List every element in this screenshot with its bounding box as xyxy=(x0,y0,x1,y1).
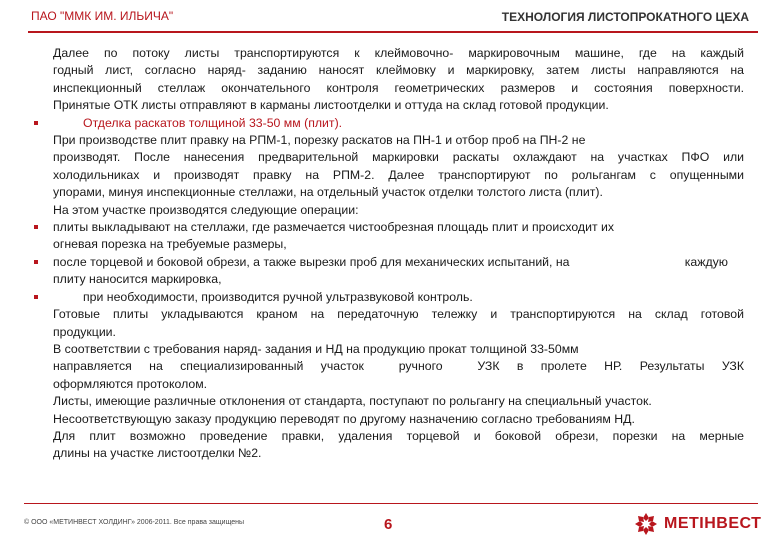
closing-paragraph xyxy=(32,306,744,463)
intro-paragraph xyxy=(32,45,744,115)
text-line: инспекционный стеллаж окончательного контроля геометрических размеров и состояния поверхности. xyxy=(53,80,744,95)
bullet-item xyxy=(32,289,744,306)
text-line: плиты выкладывают на стеллажи, где размечается чистообрезная площадь плит и происходит их xyxy=(53,220,615,235)
text-line: оформляются протоколом. xyxy=(53,376,208,391)
text-line: Листы, имеющие различные отклонения от стандарта, поступают по рольгангу на специальный участок. xyxy=(53,394,652,409)
text-line: направляется на специализированный участок ручного УЗК в пролете НР. Результаты УЗК xyxy=(53,359,744,374)
page-number: 6 xyxy=(384,516,393,533)
copyright-text: © ООО «МЕТИНВЕСТ ХОЛДИНГ» 2006-2011. Все права защищены xyxy=(24,519,245,526)
bullet-heading xyxy=(32,115,744,132)
text-line: продукции. xyxy=(53,324,116,339)
footer-divider xyxy=(24,503,758,504)
text-line: На этом участке производятся следующие операции: xyxy=(53,202,359,217)
text-line: при необходимости, производится ручной ультразвуковой контроль. xyxy=(83,289,473,304)
slide-body xyxy=(32,45,744,463)
logo-wordmark: МЕТІНВЕСТ xyxy=(664,515,762,532)
text-line: холодильниках и производят правку на РПМ-2. Далее транспортируют по рольгангам с опущенными xyxy=(53,167,744,182)
text-line: длины на участке листоотделки №2. xyxy=(53,446,262,461)
text-line: Далее по потоку листы транспортируются к клеймовочно- маркировочным машине, где на каждый xyxy=(53,46,744,60)
process-paragraph xyxy=(32,132,744,219)
text-line: Принятые ОТК листы отправляют в карманы листоотделки и оттуда на склад готовой продукции. xyxy=(53,98,609,113)
metinvest-logo xyxy=(634,512,762,536)
bullet-item xyxy=(32,254,744,289)
text-line: после торцевой и боковой обрези, а также вырезки проб для механических испытаний, на каждую xyxy=(53,254,728,269)
section-heading: Отделка раскатов толщиной 33-50 мм (плит). xyxy=(83,115,343,130)
header-divider xyxy=(28,31,758,33)
text-line: Готовые плиты укладываются краном на передаточную тележку и транспортируются на склад готовой xyxy=(53,307,744,322)
text-line: В соответствии с требования наряд- задания и НД на продукцию прокат толщиной 33-50мм xyxy=(53,341,579,356)
bullet-item xyxy=(32,219,744,254)
logo-mark-icon xyxy=(634,512,658,536)
text-line: годный лист, согласно наряд- заданию наносят клеймовку и маркировку, затем листы направляются на xyxy=(53,63,744,78)
text-line: При производстве плит правку на РПМ-1, порезку раскатов на ПН-1 и отбор проб на ПН-2 не xyxy=(53,133,586,148)
text-line: упорами, минуя инспекционные стеллажи, на отдельный участок отделки толстого листа (плит). xyxy=(53,185,603,200)
company-name: ПАО "ММК ИМ. ИЛЬИЧА" xyxy=(31,9,174,23)
section-title: ТЕХНОЛОГИЯ ЛИСТОПРОКАТНОГО ЦЕХА xyxy=(501,10,749,24)
text-line: огневая порезка на требуемые размеры, xyxy=(53,237,287,252)
text-line: Несоответствующую заказу продукцию переводят по другому назначению согласно требованиям НД. xyxy=(53,411,635,426)
text-line: производят. После нанесения предварительной маркировки раскаты охлаждают на участках ПФО или xyxy=(53,150,744,165)
text-line: Для плит возможно проведение правки, удаления торцевой и боковой обрези, порезки на мерные xyxy=(53,428,744,443)
slide-footer xyxy=(0,503,780,540)
slide-header xyxy=(0,0,780,40)
text-line: плиту наносится маркировка, xyxy=(53,272,222,287)
